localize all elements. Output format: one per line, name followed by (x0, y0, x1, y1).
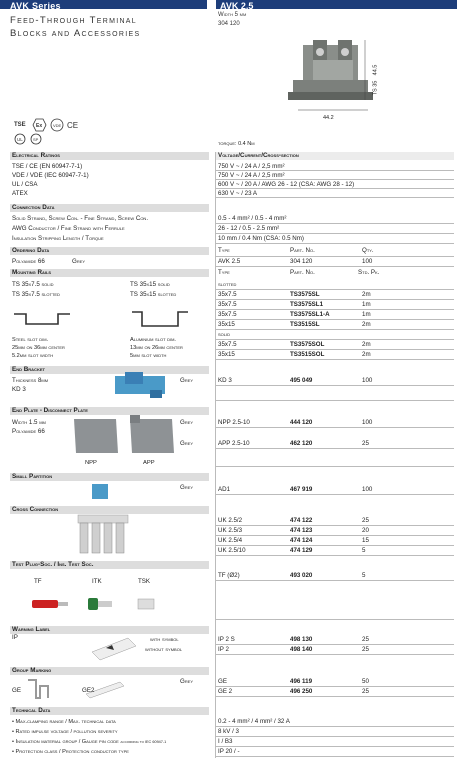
row-divider (216, 385, 454, 386)
row-divider (216, 580, 454, 581)
row-divider (216, 555, 454, 556)
ordering-material: Polyamide 66 (12, 258, 45, 265)
page-title: Feed-Through Terminal Blocks and Accessories (10, 15, 141, 39)
ge2-label: GE2 (82, 687, 95, 694)
rails-col-type: Type (218, 269, 230, 276)
slotted-qty-1: 1m (362, 301, 371, 308)
product-code: 304 120 (218, 21, 240, 27)
bracket-model: KD 3 (12, 386, 26, 393)
bracket-thickness: Thickness 8mm (12, 377, 49, 384)
tech-label-0: • Max.clamping range / Max. technical data (12, 719, 116, 725)
tse-mark-icon: TSE (14, 122, 26, 128)
cross-qty-1: 20 (362, 527, 369, 534)
warning-qty-1: 25 (362, 646, 369, 653)
section-connection: Connection Data (10, 204, 209, 212)
row-divider (216, 233, 454, 234)
test-plug-part: 493 020 (290, 572, 313, 579)
slotted-part-2: TS3575SL1-A (290, 311, 330, 318)
group-part-1: 496 250 (290, 688, 313, 695)
svg-text:VDE: VDE (53, 123, 62, 128)
row-divider (216, 349, 454, 350)
tech-label-1: • Rated impulse voltage / pollution severity (12, 729, 118, 735)
cross-connection-image (72, 513, 134, 561)
rail-ts2: TS 35x15 solid (130, 281, 170, 288)
tech-label-3: • Protection class / Protection conductor type (12, 749, 129, 755)
row-divider (216, 494, 454, 495)
slotted-part-3: TS3515SL (290, 321, 320, 328)
slotted-qty-0: 2m (362, 291, 371, 298)
model-title: AVK 2.5 (220, 1, 254, 11)
row-divider (216, 359, 454, 360)
test-plug-qty: 5 (362, 572, 366, 579)
warning-type-0: IP 2 S (218, 636, 235, 643)
cross-part-0: 474 122 (290, 517, 313, 524)
itk-label: ITK (92, 578, 102, 585)
row-divider (216, 686, 454, 687)
tech-value-1: 8 kV / 3 (218, 728, 239, 735)
section-test-plug: Test Plug-Soc. / Ins. Test Soc. (10, 561, 209, 569)
section-rails: Mounting Rails (10, 269, 209, 277)
plate-qty-1: 25 (362, 440, 369, 447)
plate-part-0: 444 120 (290, 419, 313, 426)
slotted-part-0: TS3575SL (290, 291, 320, 298)
end-bracket-image (110, 370, 170, 402)
row-divider (216, 736, 454, 737)
app-label: APP (143, 460, 155, 466)
svg-text:SP: SP (33, 137, 39, 142)
row-divider (216, 746, 454, 747)
width-text: Width 5 mm (218, 12, 247, 18)
slotted-qty-2: 1m (362, 311, 371, 318)
rail-ts4: TS 35x15 slotted (130, 291, 177, 298)
row-divider (216, 339, 454, 340)
slotted-part-1: TS3575SL1 (290, 301, 324, 308)
warning-part-0: 498 130 (290, 636, 313, 643)
slotted-type-3: 35x15 (218, 321, 235, 328)
row-divider (216, 644, 454, 645)
row-divider (216, 319, 454, 320)
conn-label-2: Insulation Stripping Length / Torque (12, 235, 104, 242)
certification-marks (12, 117, 88, 147)
bracket-type: KD 3 (218, 377, 232, 384)
section-end-bracket: End Bracket (10, 366, 209, 374)
solid-qty-1: 2m (362, 351, 371, 358)
row-divider (216, 619, 454, 620)
conn-value-0: 0.5 - 4 mm² / 0.5 - 4 mm² (218, 215, 287, 222)
steel-rail-icon (12, 310, 72, 328)
group-qty-1: 25 (362, 688, 369, 695)
rail-ts1: TS 35x7.5 solid (12, 281, 54, 288)
row-divider (216, 170, 454, 171)
alu-note-2: 13mm on 26mm center (130, 345, 183, 351)
bracket-color: Grey (180, 377, 194, 384)
slotted-type-0: 35x7.5 (218, 291, 237, 298)
solid-part-1: TS3515SOL (290, 351, 325, 358)
plate-width: Width 1.5 mm (12, 419, 46, 426)
ordering-part: 304 120 (290, 258, 313, 265)
steel-note-3: 5.2mm slot width (12, 353, 54, 359)
warning-without-symbol: without symbol (145, 646, 183, 653)
row-divider (216, 654, 454, 655)
warning-part-1: 498 140 (290, 646, 313, 653)
elec-label-1: VDE / VDE (IEC 60947-7-1) (12, 172, 89, 179)
group-marking-color: Grey (180, 678, 194, 685)
column-divider (215, 152, 216, 758)
aluminium-rail-icon (130, 308, 190, 330)
row-divider (216, 756, 454, 757)
row-divider (216, 266, 454, 267)
slotted-type-2: 35x7.5 (218, 311, 237, 318)
dim-height-rail: TS 35 (372, 80, 379, 96)
cross-qty-3: 5 (362, 547, 366, 554)
section-electrical: Electrical Ratings (10, 152, 209, 160)
row-divider (216, 329, 454, 330)
row-divider (216, 299, 454, 300)
cert-icons (12, 117, 88, 147)
section-end-plate: End Plate - Disconnect Plate (10, 407, 209, 415)
elec-label-3: ATEX (12, 190, 28, 197)
warning-label-image (86, 632, 144, 662)
section-technical: Technical Data (10, 707, 209, 715)
solid-qty-0: 2m (362, 341, 371, 348)
group-part-0: 496 119 (290, 678, 313, 685)
warning-qty-0: 25 (362, 636, 369, 643)
group-qty-0: 50 (362, 678, 369, 685)
tf-label: TF (34, 578, 42, 585)
rails-col-part: Part. No. (290, 269, 315, 276)
bracket-part: 495 049 (290, 377, 313, 384)
solid-type-0: 35x7.5 (218, 341, 237, 348)
ordering-type: AVK 2.5 (218, 258, 241, 265)
section-ordering: Ordering Data (10, 247, 209, 255)
ce-mark-icon: CE (67, 121, 79, 130)
tech-value-2: I / B3 (218, 738, 233, 745)
small-partition-image (90, 482, 112, 502)
plate-type-0: NPP 2.5-10 (218, 419, 250, 426)
row-divider (216, 188, 454, 189)
plate-qty-0: 100 (362, 419, 373, 426)
tsk-label: TSK (138, 578, 151, 585)
plate-type-1: APP 2.5-10 (218, 440, 250, 447)
elec-value-1: 750 V ~ / 24 A / 2,5 mm² (218, 172, 285, 179)
section-small-partition: Small Partition (10, 473, 209, 481)
section-warning: Warning Label (10, 626, 209, 634)
warning-with-symbol: with symbol (150, 636, 179, 643)
row-divider (216, 535, 454, 536)
torque-label: torque: 0.4 Nm (218, 141, 255, 147)
cross-type-2: UK 2.5/4 (218, 537, 243, 544)
group-type-0: GE (218, 678, 227, 685)
row-divider (216, 256, 454, 257)
cross-type-0: UK 2.5/2 (218, 517, 243, 524)
partition-qty: 100 (362, 486, 373, 493)
group-type-1: GE 2 (218, 688, 233, 695)
rails-group-slotted: slotted (218, 281, 237, 288)
dim-width: 44.2 (323, 115, 334, 121)
steel-note-1: Steel slot dim. (12, 337, 49, 343)
row-divider (216, 726, 454, 727)
dim-height: 44.5 (372, 64, 379, 76)
warning-type-1: IP 2 (218, 646, 229, 653)
plate-color-0: Grey (180, 419, 194, 426)
cross-type-1: UK 2.5/3 (218, 527, 243, 534)
row-divider (216, 179, 454, 180)
row-divider (216, 309, 454, 310)
conn-label-0: Solid Strand, Screw Con. - Fine Strand, Screw Con. (12, 215, 149, 222)
elec-label-0: TSE / CE (EN 60947-7-1) (12, 163, 83, 170)
row-divider (216, 448, 454, 449)
solid-part-0: TS3575SOL (290, 341, 325, 348)
group-marking-images (26, 676, 126, 702)
solid-type-1: 35x15 (218, 351, 235, 358)
warning-ip: IP (12, 634, 18, 641)
row-divider (216, 696, 454, 697)
conn-label-1: AWG Conductor / Fine Strand with Ferrule (12, 225, 125, 232)
tech-label-2: • Insulation material group / Gauge pin code according to IEC 60947-1 (12, 739, 167, 745)
row-divider (216, 197, 454, 198)
svg-text:Ex: Ex (36, 123, 43, 129)
conn-value-2: 10 mm / 0.4 Nm (CSA: 0.5 Nm) (218, 235, 304, 242)
row-divider (216, 545, 454, 546)
plate-color-1: Grey (180, 440, 194, 447)
cross-part-2: 474 124 (290, 537, 313, 544)
tech-value-3: IP 20 / - (218, 748, 240, 755)
cross-qty-2: 15 (362, 537, 369, 544)
elec-value-3: 630 V ~ / 23 A (218, 190, 258, 197)
alu-note-1: Aluminium slot dim. (130, 337, 176, 343)
slotted-qty-3: 2m (362, 321, 371, 328)
row-divider (216, 243, 454, 244)
plate-material: Polyamide 66 (12, 428, 45, 435)
test-plug-type: TF (Ø2) (218, 572, 240, 579)
cross-type-3: UK 2.5/10 (218, 547, 246, 554)
series-title: AVK Series (10, 1, 61, 11)
rail-ts3: TS 35x7.5 slotted (12, 291, 60, 298)
col-qty: Qty. (362, 247, 374, 254)
row-divider (216, 289, 454, 290)
cross-qty-0: 25 (362, 517, 369, 524)
ge-label: GE (12, 687, 21, 694)
npp-label: NPP (85, 460, 97, 466)
ordering-color: Grey (72, 258, 86, 265)
partition-type: AD1 (218, 486, 231, 493)
rails-col-qty: Std. Pk. (358, 269, 380, 276)
cross-part-1: 474 123 (290, 527, 313, 534)
conn-value-1: 26 - 12 / 0.5 - 2.5 mm² (218, 225, 280, 232)
bracket-qty: 100 (362, 377, 373, 384)
alu-note-3: 5mm slot width (130, 353, 167, 359)
slotted-type-1: 35x7.5 (218, 301, 237, 308)
end-plate-images (72, 413, 177, 459)
row-divider (216, 466, 454, 467)
elec-value-0: 750 V ~ / 24 A / 2,5 mm² (218, 163, 285, 170)
cross-part-3: 474 129 (290, 547, 313, 554)
test-plug-images (30, 594, 165, 614)
col-type: Type (218, 247, 230, 254)
rails-group-solid: solid (218, 331, 231, 338)
terminal-block-image (283, 30, 398, 140)
section-cross-connection: Cross Connection (10, 506, 209, 514)
partition-part: 467 919 (290, 486, 313, 493)
elec-value-2: 600 V ~ / 20 A / AWG 26 - 12 (CSA: AWG 28 - 12) (218, 181, 355, 188)
steel-note-2: 25mm on 36mm center (12, 345, 65, 351)
row-divider (216, 525, 454, 526)
svg-text:UL: UL (17, 137, 23, 142)
plate-part-1: 462 120 (290, 440, 313, 447)
tech-value-0: 0.2 - 4 mm² / 4 mm² / 32 A (218, 718, 290, 725)
elec-label-2: UL / CSA (12, 181, 38, 188)
ordering-qty: 100 (362, 258, 373, 265)
col-part: Part. No. (290, 247, 315, 254)
section-group-marking: Group Marking (10, 667, 209, 675)
section-voltage: Voltage/Current/Cross-section (216, 152, 454, 160)
partition-color: Grey (180, 484, 194, 491)
row-divider (216, 400, 454, 401)
row-divider (216, 223, 454, 224)
row-divider (216, 427, 454, 428)
